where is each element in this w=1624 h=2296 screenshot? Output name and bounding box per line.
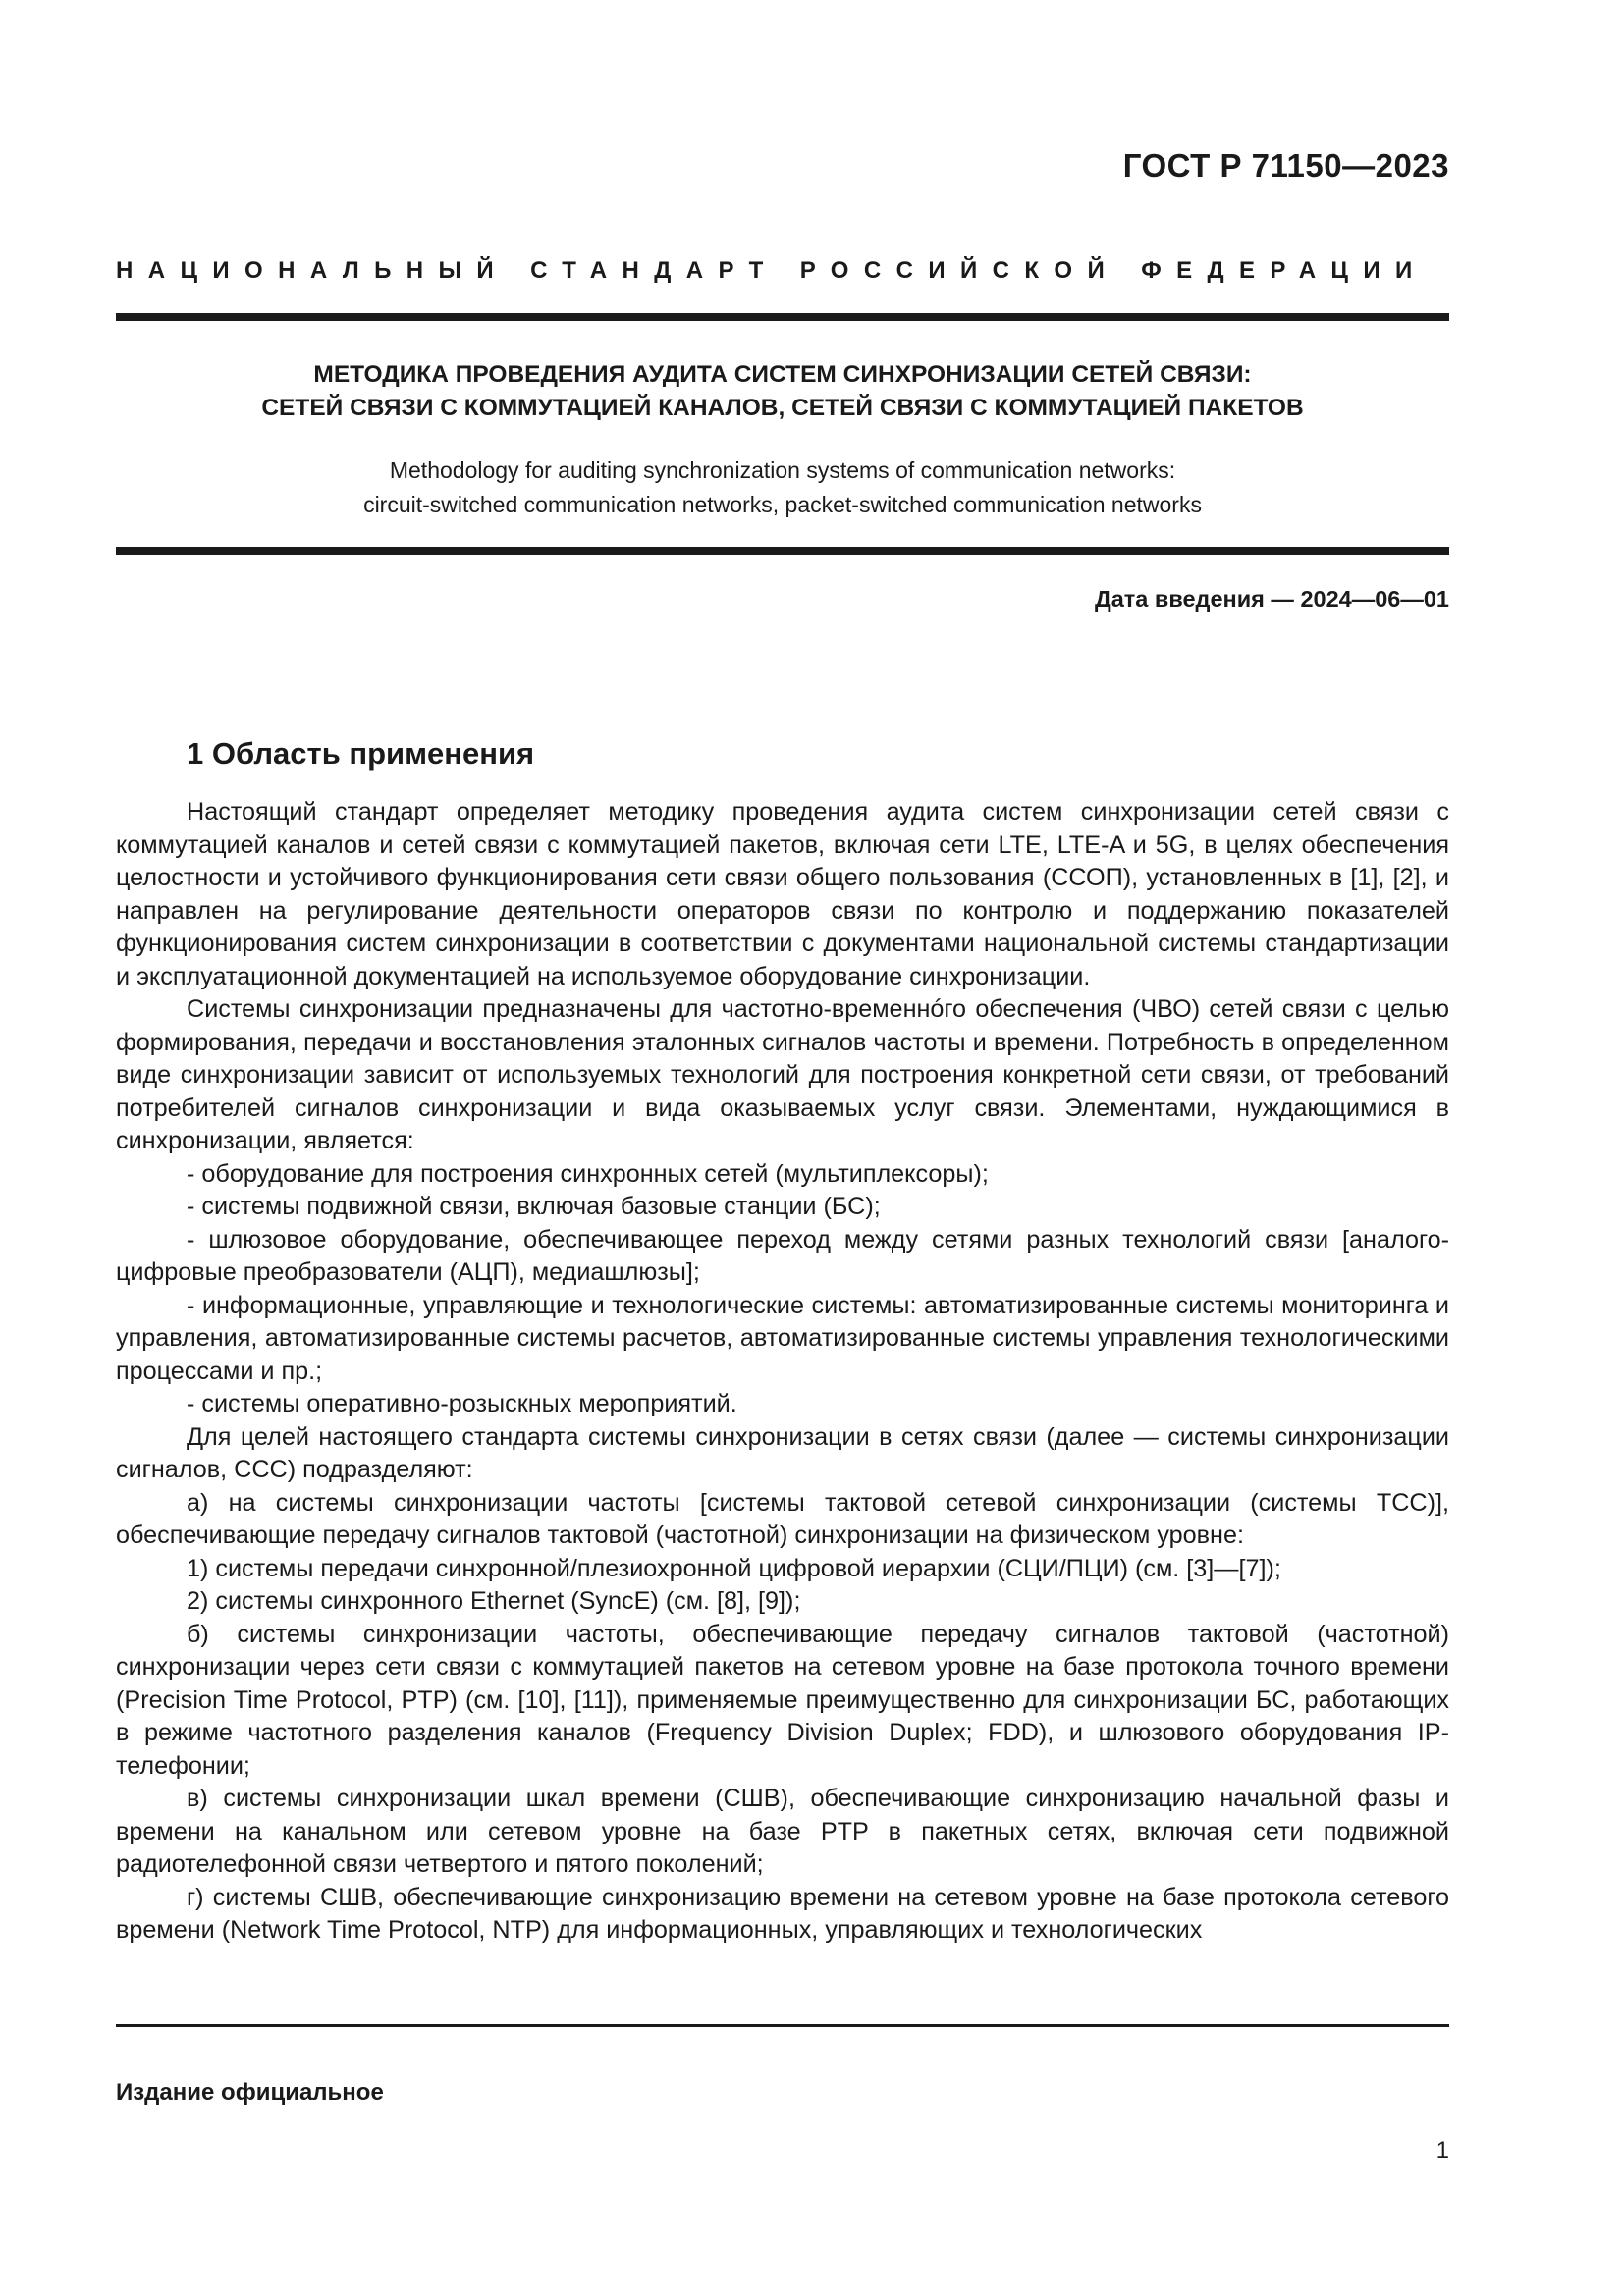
- header-rule: [116, 313, 1449, 321]
- title-en-line-1: Methodology for auditing synchronization systems of communication networks:: [389, 457, 1176, 483]
- list-item: - информационные, управляющие и технологические системы: автоматизированные системы мониторинга и управления, автоматизированные системы расчетов, автоматизированные системы управления технологическими процессами и пр.;: [116, 1291, 1449, 1385]
- list-item: - шлюзовое оборудование, обеспечивающее переход между сетями разных технологий связи [аналого-цифровые преобразователи (АЦП), медиашлюзы];: [116, 1225, 1449, 1286]
- section-heading: 1 Область применения: [187, 736, 535, 771]
- title-ru-line-1: МЕТОДИКА ПРОВЕДЕНИЯ АУДИТА СИСТЕМ СИНХРОНИЗАЦИИ СЕТЕЙ СВЯЗИ:: [313, 361, 1252, 388]
- footer-rule: [116, 2024, 1449, 2027]
- national-standard-heading: НАЦИОНАЛЬНЫЙ СТАНДАРТ РОССИЙСКОЙ ФЕДЕРАЦИИ: [116, 257, 1428, 284]
- paragraph: Настоящий стандарт определяет методику проведения аудита систем синхронизации сетей связи с коммутацией каналов и сетей связи с коммутацией пакетов, включая сети LTE, LTE-A и 5G, в целях обеспечения целостности и устойчивого функционирования сети связи общего пользования (ССОП), установленных в [1], [2], и направлен на регулирование деятельности операторов связи по контролю и поддержанию показателей функционирования систем синхронизации в соответствии с документами национальной системы стандартизации и эксплуатационной документацией на используемое оборудование синхронизации.: [116, 798, 1449, 990]
- document-title-en: [116, 454, 1449, 522]
- list-item: а) на системы синхронизации частоты [системы тактовой сетевой синхронизации (системы ТСС)], обеспечивающие передачу сигналов тактовой (частотной) синхронизации на физическом уровне:: [116, 1488, 1449, 1549]
- paragraph: Для целей настоящего стандарта системы синхронизации в сетях связи (далее — системы синхронизации сигналов, ССС) подразделяют:: [116, 1422, 1449, 1483]
- list-item: б) системы синхронизации частоты, обеспечивающие передачу сигналов тактовой (частотной) синхронизации через сети связи с коммутацией пакетов на сетевом уровне на базе протокола точного времени (Precision Time Protocol, PTP) (см. [10], [11]), применяемые преимущественно для синхронизации БС, работающих в режиме частотного разделения каналов (Frequency Division Duplex; FDD), и шлюзового оборудования IP-телефонии;: [116, 1620, 1449, 1780]
- list-item: - системы подвижной связи, включая базовые станции (БС);: [187, 1193, 881, 1220]
- list-item: 2) системы синхронного Ethernet (SyncE) (см. [8], [9]);: [187, 1587, 801, 1615]
- section-body: [116, 796, 1449, 1948]
- document-title-ru: [116, 358, 1449, 425]
- list-item: в) системы синхронизации шкал времени (СШВ), обеспечивающие синхронизацию начальной фазы и времени на канальном или сетевом уровне на базе PTP в пакетных сетях, включая сети подвижной радиотелефонной связи четвертого и пятого поколений;: [116, 1785, 1449, 1878]
- list-item: - системы оперативно-розыскных мероприятий.: [187, 1390, 737, 1417]
- edition-label: Издание официальное: [116, 2079, 384, 2106]
- list-item: г) системы СШВ, обеспечивающие синхронизацию времени на сетевом уровне на базе протокола сетевого времени (Network Time Protocol, NTP) для информационных, управляющих и технологических: [116, 1883, 1449, 1944]
- title-en-line-2: circuit-switched communication networks, packet-switched communication networks: [363, 492, 1202, 517]
- paragraph: Системы синхронизации предназначены для частотно-временнóго обеспечения (ЧВО) сетей связи с целью формирования, передачи и восстановления эталонных сигналов частоты и времени. Потребность в определенном виде синхронизации зависит от используемых технологий для построения конкретной сети связи, от требований потребителей сигналов синхронизации и вида оказываемых услуг связи. Элементами, нуждающимися в синхронизации, является:: [116, 995, 1449, 1154]
- introduction-date: Дата введения — 2024—06—01: [1094, 586, 1449, 612]
- page-number: 1: [1435, 2137, 1449, 2163]
- list-item: 1) системы передачи синхронной/плезиохронной цифровой иерархии (СЦИ/ПЦИ) (см. [3]—[7]);: [187, 1554, 1281, 1582]
- document-number: ГОСТ Р 71150—2023: [1122, 147, 1449, 184]
- title-ru-line-2: СЕТЕЙ СВЯЗИ С КОММУТАЦИЕЙ КАНАЛОВ, СЕТЕЙ СВЯЗИ С КОММУТАЦИЕЙ ПАКЕТОВ: [261, 395, 1304, 421]
- title-rule: [116, 547, 1449, 555]
- list-item: - оборудование для построения синхронных сетей (мультиплексоры);: [187, 1159, 989, 1188]
